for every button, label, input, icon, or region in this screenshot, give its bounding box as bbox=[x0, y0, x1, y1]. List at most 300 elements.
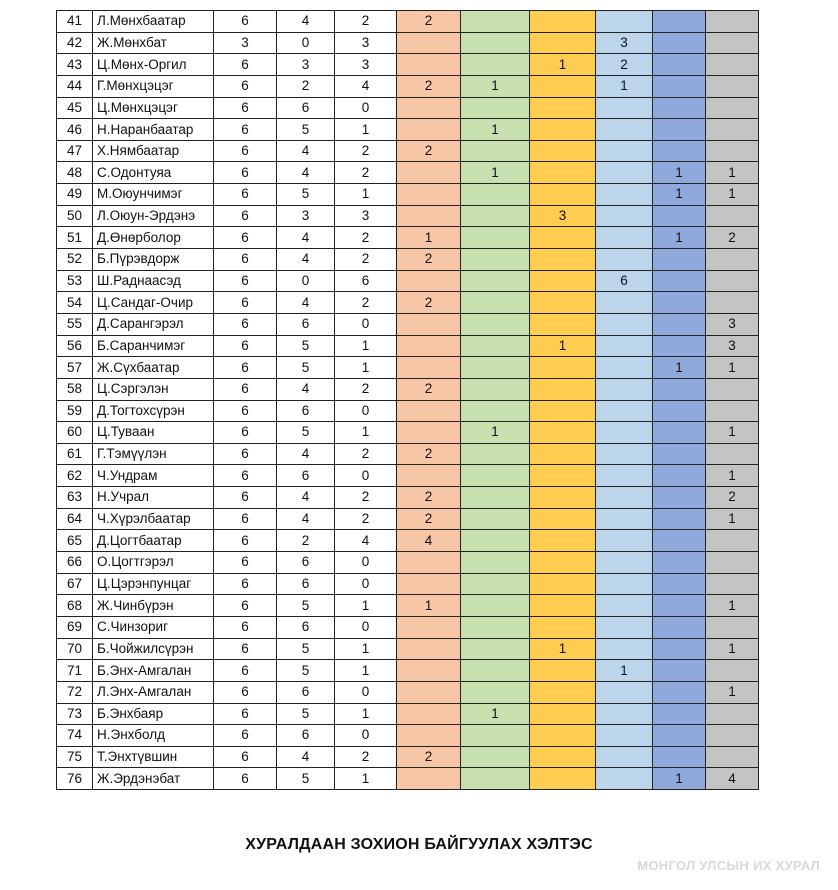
absent-reason-4-cell bbox=[596, 162, 653, 184]
absent-reason-2-cell bbox=[461, 335, 530, 357]
absent-cell: 2 bbox=[335, 292, 397, 314]
total-sessions-cell: 6 bbox=[214, 595, 277, 617]
row-number-cell: 44 bbox=[57, 75, 93, 97]
absent-reason-4-cell bbox=[596, 227, 653, 249]
absent-reason-2-cell bbox=[461, 681, 530, 703]
total-sessions-cell: 6 bbox=[214, 487, 277, 509]
absent-reason-6-cell: 1 bbox=[706, 184, 759, 206]
absent-reason-5-cell bbox=[653, 378, 706, 400]
absent-reason-3-cell bbox=[530, 292, 596, 314]
table-row bbox=[57, 400, 759, 422]
absent-reason-1-cell: 2 bbox=[397, 443, 461, 465]
absent-reason-4-cell bbox=[596, 205, 653, 227]
table-row bbox=[57, 140, 759, 162]
member-name-cell: Т.Энхтүвшин bbox=[93, 746, 214, 768]
attended-cell: 6 bbox=[277, 552, 335, 574]
absent-reason-6-cell bbox=[706, 32, 759, 54]
absent-reason-6-cell bbox=[706, 400, 759, 422]
attended-cell: 0 bbox=[277, 32, 335, 54]
row-number-cell: 69 bbox=[57, 616, 93, 638]
absent-reason-4-cell bbox=[596, 487, 653, 509]
total-sessions-cell: 6 bbox=[214, 140, 277, 162]
total-sessions-cell: 6 bbox=[214, 703, 277, 725]
attended-cell: 4 bbox=[277, 140, 335, 162]
absent-reason-3-cell bbox=[530, 162, 596, 184]
total-sessions-cell: 6 bbox=[214, 97, 277, 119]
absent-reason-4-cell bbox=[596, 638, 653, 660]
total-sessions-cell: 6 bbox=[214, 292, 277, 314]
table-row bbox=[57, 335, 759, 357]
row-number-cell: 57 bbox=[57, 357, 93, 379]
absent-reason-2-cell bbox=[461, 530, 530, 552]
absent-cell: 2 bbox=[335, 508, 397, 530]
attended-cell: 6 bbox=[277, 400, 335, 422]
attended-cell: 5 bbox=[277, 184, 335, 206]
total-sessions-cell: 6 bbox=[214, 681, 277, 703]
absent-reason-3-cell: 3 bbox=[530, 205, 596, 227]
absent-reason-6-cell bbox=[706, 140, 759, 162]
attended-cell: 4 bbox=[277, 292, 335, 314]
absent-reason-6-cell bbox=[706, 725, 759, 747]
absent-reason-2-cell: 1 bbox=[461, 162, 530, 184]
absent-reason-1-cell: 2 bbox=[397, 746, 461, 768]
absent-reason-6-cell bbox=[706, 205, 759, 227]
table-row bbox=[57, 573, 759, 595]
absent-reason-5-cell bbox=[653, 400, 706, 422]
absent-reason-5-cell bbox=[653, 313, 706, 335]
member-name-cell: Л.Энх-Амгалан bbox=[93, 681, 214, 703]
absent-reason-5-cell bbox=[653, 140, 706, 162]
member-name-cell: Х.Нямбаатар bbox=[93, 140, 214, 162]
absent-reason-3-cell bbox=[530, 552, 596, 574]
table-row bbox=[57, 162, 759, 184]
absent-cell: 2 bbox=[335, 443, 397, 465]
total-sessions-cell: 6 bbox=[214, 270, 277, 292]
table-row bbox=[57, 11, 759, 33]
absent-cell: 0 bbox=[335, 616, 397, 638]
table-row bbox=[57, 552, 759, 574]
member-name-cell: Б.Энхбаяр bbox=[93, 703, 214, 725]
absent-reason-6-cell: 1 bbox=[706, 465, 759, 487]
absent-reason-6-cell: 1 bbox=[706, 162, 759, 184]
absent-reason-2-cell bbox=[461, 660, 530, 682]
absent-cell: 0 bbox=[335, 97, 397, 119]
total-sessions-cell: 6 bbox=[214, 400, 277, 422]
absent-reason-2-cell: 1 bbox=[461, 75, 530, 97]
table-row bbox=[57, 465, 759, 487]
absent-reason-2-cell bbox=[461, 638, 530, 660]
absent-reason-1-cell bbox=[397, 184, 461, 206]
absent-reason-2-cell bbox=[461, 595, 530, 617]
table-row bbox=[57, 422, 759, 444]
attended-cell: 2 bbox=[277, 530, 335, 552]
attended-cell: 6 bbox=[277, 616, 335, 638]
absent-reason-5-cell: 1 bbox=[653, 162, 706, 184]
member-name-cell: Л.Мөнхбаатар bbox=[93, 11, 214, 33]
member-name-cell: Д.Сарангэрэл bbox=[93, 313, 214, 335]
absent-reason-1-cell: 4 bbox=[397, 530, 461, 552]
absent-reason-5-cell bbox=[653, 508, 706, 530]
total-sessions-cell: 6 bbox=[214, 573, 277, 595]
attended-cell: 3 bbox=[277, 54, 335, 76]
member-name-cell: Ц.Мөнх-Оргил bbox=[93, 54, 214, 76]
row-number-cell: 73 bbox=[57, 703, 93, 725]
total-sessions-cell: 6 bbox=[214, 11, 277, 33]
row-number-cell: 61 bbox=[57, 443, 93, 465]
row-number-cell: 76 bbox=[57, 768, 93, 790]
absent-reason-6-cell bbox=[706, 746, 759, 768]
absent-reason-6-cell bbox=[706, 249, 759, 271]
attended-cell: 5 bbox=[277, 357, 335, 379]
absent-cell: 4 bbox=[335, 530, 397, 552]
total-sessions-cell: 6 bbox=[214, 357, 277, 379]
attended-cell: 4 bbox=[277, 162, 335, 184]
absent-reason-3-cell bbox=[530, 140, 596, 162]
table-row bbox=[57, 227, 759, 249]
absent-reason-4-cell bbox=[596, 508, 653, 530]
row-number-cell: 59 bbox=[57, 400, 93, 422]
table-row bbox=[57, 638, 759, 660]
member-name-cell: Ц.Мөнхцэцэг bbox=[93, 97, 214, 119]
absent-cell: 2 bbox=[335, 249, 397, 271]
table-row bbox=[57, 313, 759, 335]
absent-reason-4-cell bbox=[596, 530, 653, 552]
total-sessions-cell: 6 bbox=[214, 725, 277, 747]
absent-reason-5-cell: 1 bbox=[653, 768, 706, 790]
absent-reason-5-cell bbox=[653, 703, 706, 725]
row-number-cell: 66 bbox=[57, 552, 93, 574]
table-row bbox=[57, 378, 759, 400]
absent-reason-2-cell bbox=[461, 313, 530, 335]
total-sessions-cell: 6 bbox=[214, 616, 277, 638]
absent-reason-3-cell bbox=[530, 595, 596, 617]
absent-reason-4-cell bbox=[596, 552, 653, 574]
member-name-cell: Ж.Мөнхбат bbox=[93, 32, 214, 54]
absent-reason-4-cell bbox=[596, 400, 653, 422]
absent-reason-2-cell bbox=[461, 249, 530, 271]
attended-cell: 5 bbox=[277, 638, 335, 660]
absent-reason-1-cell: 2 bbox=[397, 75, 461, 97]
absent-reason-1-cell bbox=[397, 660, 461, 682]
member-name-cell: С.Одонтуяа bbox=[93, 162, 214, 184]
table-row bbox=[57, 703, 759, 725]
table-row bbox=[57, 292, 759, 314]
total-sessions-cell: 3 bbox=[214, 32, 277, 54]
absent-reason-1-cell bbox=[397, 357, 461, 379]
table-row bbox=[57, 508, 759, 530]
row-number-cell: 46 bbox=[57, 119, 93, 141]
absent-reason-3-cell: 1 bbox=[530, 54, 596, 76]
row-number-cell: 65 bbox=[57, 530, 93, 552]
absent-reason-4-cell bbox=[596, 681, 653, 703]
attended-cell: 5 bbox=[277, 768, 335, 790]
absent-cell: 2 bbox=[335, 227, 397, 249]
table-row bbox=[57, 184, 759, 206]
absent-reason-1-cell bbox=[397, 54, 461, 76]
absent-reason-2-cell bbox=[461, 270, 530, 292]
absent-reason-6-cell: 3 bbox=[706, 313, 759, 335]
absent-reason-6-cell: 2 bbox=[706, 487, 759, 509]
absent-cell: 2 bbox=[335, 11, 397, 33]
absent-reason-4-cell bbox=[596, 97, 653, 119]
absent-reason-3-cell bbox=[530, 422, 596, 444]
attended-cell: 4 bbox=[277, 443, 335, 465]
absent-reason-2-cell bbox=[461, 616, 530, 638]
row-number-cell: 49 bbox=[57, 184, 93, 206]
absent-reason-1-cell: 2 bbox=[397, 11, 461, 33]
attended-cell: 4 bbox=[277, 249, 335, 271]
absent-reason-2-cell bbox=[461, 205, 530, 227]
absent-reason-1-cell bbox=[397, 32, 461, 54]
absent-cell: 1 bbox=[335, 184, 397, 206]
row-number-cell: 42 bbox=[57, 32, 93, 54]
absent-reason-3-cell bbox=[530, 11, 596, 33]
absent-reason-1-cell bbox=[397, 97, 461, 119]
absent-reason-5-cell bbox=[653, 443, 706, 465]
absent-reason-3-cell bbox=[530, 487, 596, 509]
absent-reason-6-cell bbox=[706, 616, 759, 638]
total-sessions-cell: 6 bbox=[214, 184, 277, 206]
absent-reason-2-cell: 1 bbox=[461, 422, 530, 444]
absent-cell: 0 bbox=[335, 573, 397, 595]
attended-cell: 5 bbox=[277, 422, 335, 444]
absent-reason-3-cell bbox=[530, 400, 596, 422]
attended-cell: 6 bbox=[277, 465, 335, 487]
member-name-cell: Г.Тэмүүлэн bbox=[93, 443, 214, 465]
absent-reason-2-cell bbox=[461, 465, 530, 487]
table-row bbox=[57, 119, 759, 141]
attended-cell: 6 bbox=[277, 313, 335, 335]
absent-reason-1-cell bbox=[397, 400, 461, 422]
member-name-cell: Г.Мөнхцэцэг bbox=[93, 75, 214, 97]
member-name-cell: Д.Цогтбаатар bbox=[93, 530, 214, 552]
total-sessions-cell: 6 bbox=[214, 205, 277, 227]
absent-reason-2-cell bbox=[461, 487, 530, 509]
row-number-cell: 43 bbox=[57, 54, 93, 76]
attended-cell: 5 bbox=[277, 595, 335, 617]
absent-reason-5-cell bbox=[653, 660, 706, 682]
attended-cell: 0 bbox=[277, 270, 335, 292]
attendance-table bbox=[56, 10, 759, 790]
absent-reason-4-cell bbox=[596, 595, 653, 617]
total-sessions-cell: 6 bbox=[214, 443, 277, 465]
absent-reason-3-cell bbox=[530, 357, 596, 379]
absent-reason-1-cell bbox=[397, 465, 461, 487]
total-sessions-cell: 6 bbox=[214, 660, 277, 682]
absent-reason-4-cell: 2 bbox=[596, 54, 653, 76]
absent-reason-2-cell bbox=[461, 32, 530, 54]
absent-reason-4-cell bbox=[596, 443, 653, 465]
attended-cell: 6 bbox=[277, 573, 335, 595]
table-row bbox=[57, 530, 759, 552]
row-number-cell: 68 bbox=[57, 595, 93, 617]
footer-title: ХУРАЛДААН ЗОХИОН БАЙГУУЛАХ ХЭЛТЭС bbox=[245, 836, 593, 853]
absent-cell: 0 bbox=[335, 725, 397, 747]
absent-reason-3-cell bbox=[530, 530, 596, 552]
row-number-cell: 52 bbox=[57, 249, 93, 271]
total-sessions-cell: 6 bbox=[214, 465, 277, 487]
absent-reason-1-cell: 2 bbox=[397, 378, 461, 400]
absent-reason-4-cell bbox=[596, 465, 653, 487]
member-name-cell: Ч.Ундрам bbox=[93, 465, 214, 487]
absent-reason-6-cell: 1 bbox=[706, 422, 759, 444]
absent-reason-6-cell bbox=[706, 75, 759, 97]
total-sessions-cell: 6 bbox=[214, 768, 277, 790]
row-number-cell: 53 bbox=[57, 270, 93, 292]
row-number-cell: 55 bbox=[57, 313, 93, 335]
absent-reason-6-cell bbox=[706, 552, 759, 574]
row-number-cell: 74 bbox=[57, 725, 93, 747]
absent-reason-3-cell bbox=[530, 227, 596, 249]
absent-reason-4-cell bbox=[596, 184, 653, 206]
row-number-cell: 71 bbox=[57, 660, 93, 682]
absent-reason-5-cell bbox=[653, 552, 706, 574]
absent-reason-2-cell bbox=[461, 443, 530, 465]
absent-cell: 0 bbox=[335, 465, 397, 487]
absent-reason-3-cell bbox=[530, 508, 596, 530]
absent-reason-4-cell: 6 bbox=[596, 270, 653, 292]
absent-reason-5-cell bbox=[653, 422, 706, 444]
absent-reason-1-cell: 1 bbox=[397, 595, 461, 617]
table-row bbox=[57, 725, 759, 747]
attended-cell: 5 bbox=[277, 703, 335, 725]
absent-reason-1-cell: 2 bbox=[397, 140, 461, 162]
table-row bbox=[57, 443, 759, 465]
absent-reason-6-cell bbox=[706, 97, 759, 119]
absent-cell: 2 bbox=[335, 162, 397, 184]
absent-cell: 1 bbox=[335, 660, 397, 682]
total-sessions-cell: 6 bbox=[214, 54, 277, 76]
total-sessions-cell: 6 bbox=[214, 75, 277, 97]
absent-reason-3-cell bbox=[530, 660, 596, 682]
member-name-cell: Л.Оюун-Эрдэнэ bbox=[93, 205, 214, 227]
absent-reason-3-cell bbox=[530, 32, 596, 54]
table-row bbox=[57, 768, 759, 790]
absent-reason-6-cell bbox=[706, 54, 759, 76]
absent-reason-6-cell: 1 bbox=[706, 595, 759, 617]
absent-cell: 0 bbox=[335, 400, 397, 422]
absent-reason-4-cell bbox=[596, 616, 653, 638]
row-number-cell: 72 bbox=[57, 681, 93, 703]
absent-reason-4-cell bbox=[596, 11, 653, 33]
absent-reason-5-cell bbox=[653, 32, 706, 54]
absent-reason-2-cell bbox=[461, 292, 530, 314]
table-row bbox=[57, 595, 759, 617]
absent-reason-5-cell bbox=[653, 573, 706, 595]
attended-cell: 5 bbox=[277, 119, 335, 141]
member-name-cell: М.Оюунчимэг bbox=[93, 184, 214, 206]
row-number-cell: 48 bbox=[57, 162, 93, 184]
attended-cell: 5 bbox=[277, 335, 335, 357]
member-name-cell: Д.Тогтохсүрэн bbox=[93, 400, 214, 422]
absent-reason-6-cell: 3 bbox=[706, 335, 759, 357]
absent-reason-6-cell bbox=[706, 119, 759, 141]
absent-reason-4-cell bbox=[596, 378, 653, 400]
absent-reason-5-cell bbox=[653, 11, 706, 33]
row-number-cell: 56 bbox=[57, 335, 93, 357]
absent-reason-6-cell: 1 bbox=[706, 638, 759, 660]
member-name-cell: С.Чинзориг bbox=[93, 616, 214, 638]
absent-reason-6-cell bbox=[706, 443, 759, 465]
absent-reason-3-cell bbox=[530, 270, 596, 292]
absent-reason-2-cell bbox=[461, 725, 530, 747]
absent-reason-4-cell bbox=[596, 292, 653, 314]
absent-reason-2-cell bbox=[461, 400, 530, 422]
absent-reason-4-cell: 1 bbox=[596, 75, 653, 97]
absent-reason-1-cell bbox=[397, 552, 461, 574]
attended-cell: 4 bbox=[277, 227, 335, 249]
absent-reason-3-cell bbox=[530, 703, 596, 725]
absent-reason-5-cell: 1 bbox=[653, 184, 706, 206]
attended-cell: 5 bbox=[277, 660, 335, 682]
member-name-cell: Н.Энхболд bbox=[93, 725, 214, 747]
total-sessions-cell: 6 bbox=[214, 508, 277, 530]
row-number-cell: 62 bbox=[57, 465, 93, 487]
absent-reason-5-cell bbox=[653, 75, 706, 97]
absent-reason-3-cell bbox=[530, 768, 596, 790]
absent-cell: 6 bbox=[335, 270, 397, 292]
absent-reason-4-cell bbox=[596, 768, 653, 790]
absent-reason-6-cell: 1 bbox=[706, 681, 759, 703]
absent-reason-4-cell bbox=[596, 573, 653, 595]
absent-reason-5-cell bbox=[653, 487, 706, 509]
row-number-cell: 67 bbox=[57, 573, 93, 595]
absent-reason-5-cell bbox=[653, 335, 706, 357]
total-sessions-cell: 6 bbox=[214, 378, 277, 400]
total-sessions-cell: 6 bbox=[214, 422, 277, 444]
absent-reason-5-cell bbox=[653, 681, 706, 703]
absent-cell: 0 bbox=[335, 313, 397, 335]
absent-reason-5-cell bbox=[653, 616, 706, 638]
absent-cell: 3 bbox=[335, 205, 397, 227]
absent-reason-1-cell: 2 bbox=[397, 249, 461, 271]
absent-cell: 1 bbox=[335, 422, 397, 444]
total-sessions-cell: 6 bbox=[214, 162, 277, 184]
table-row bbox=[57, 270, 759, 292]
absent-reason-2-cell bbox=[461, 227, 530, 249]
absent-reason-1-cell bbox=[397, 638, 461, 660]
absent-reason-6-cell bbox=[706, 292, 759, 314]
row-number-cell: 75 bbox=[57, 746, 93, 768]
absent-reason-2-cell bbox=[461, 508, 530, 530]
absent-cell: 0 bbox=[335, 681, 397, 703]
absent-reason-2-cell: 1 bbox=[461, 703, 530, 725]
absent-reason-1-cell bbox=[397, 119, 461, 141]
absent-reason-3-cell bbox=[530, 725, 596, 747]
member-name-cell: Ц.Сэргэлэн bbox=[93, 378, 214, 400]
absent-reason-2-cell bbox=[461, 97, 530, 119]
absent-cell: 1 bbox=[335, 335, 397, 357]
absent-cell: 1 bbox=[335, 768, 397, 790]
absent-reason-4-cell: 1 bbox=[596, 660, 653, 682]
absent-reason-5-cell bbox=[653, 292, 706, 314]
row-number-cell: 70 bbox=[57, 638, 93, 660]
member-name-cell: Н.Учрал bbox=[93, 487, 214, 509]
absent-reason-5-cell bbox=[653, 465, 706, 487]
absent-reason-1-cell bbox=[397, 162, 461, 184]
absent-reason-3-cell bbox=[530, 681, 596, 703]
row-number-cell: 45 bbox=[57, 97, 93, 119]
absent-reason-4-cell bbox=[596, 357, 653, 379]
absent-reason-4-cell bbox=[596, 249, 653, 271]
absent-reason-2-cell bbox=[461, 378, 530, 400]
table-row bbox=[57, 616, 759, 638]
absent-cell: 1 bbox=[335, 595, 397, 617]
attended-cell: 3 bbox=[277, 205, 335, 227]
absent-reason-2-cell bbox=[461, 357, 530, 379]
absent-reason-3-cell bbox=[530, 249, 596, 271]
watermark: МОНГОЛ УЛСЫН ИХ ХУРАЛ bbox=[637, 858, 820, 873]
